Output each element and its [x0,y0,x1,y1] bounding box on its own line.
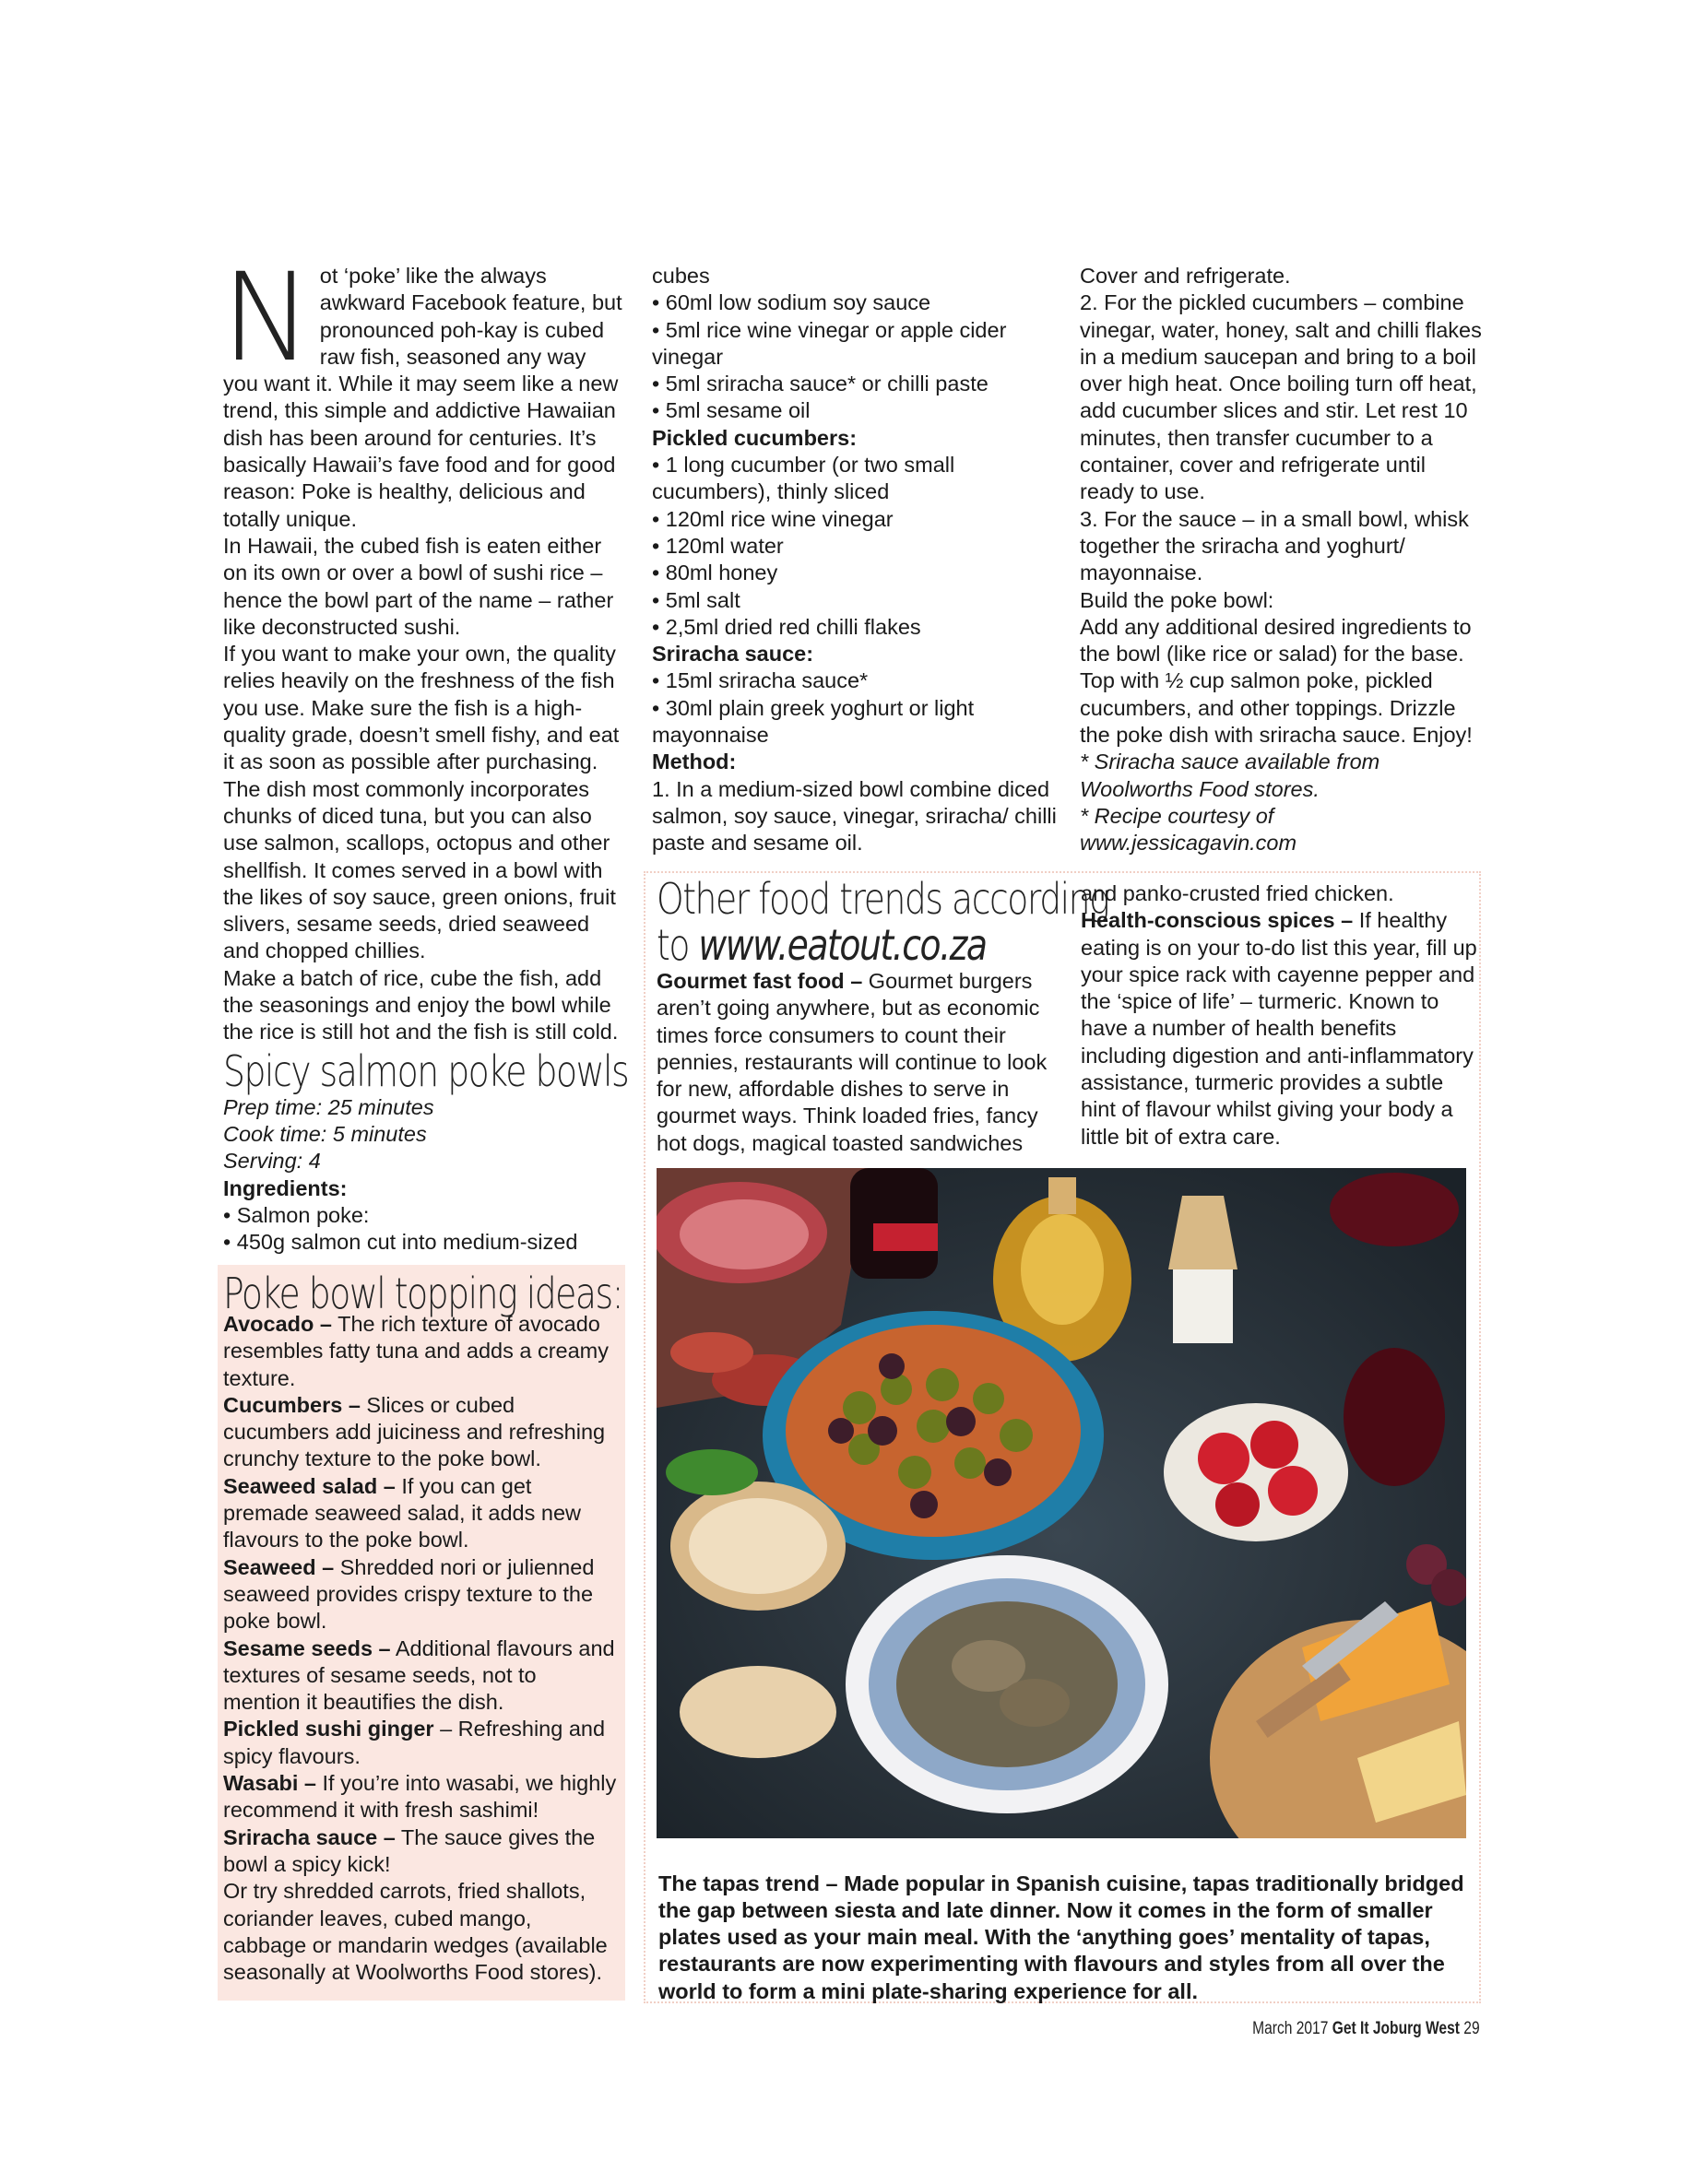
magazine-name: Get It Joburg West [1332,2019,1461,2038]
ingredients-label: Ingredients: [223,1175,348,1200]
topping-item [223,1635,618,1717]
intro-paragraph-3: If you want to make your own, the quality relies heavily on the freshness of the fish you use. Make sure the fish is a high-quality grade, doesn’t smell fishy, and eat it as soon as possible after purchasing. [223,642,620,774]
topping-name: Cucumbers – [223,1392,361,1417]
ingredient-item: • 5ml sriracha sauce* or chilli paste [652,372,989,396]
ingredient-item: • 450g salmon cut into medium-sized [223,1230,578,1255]
pickled-item: • 120ml water [652,533,784,558]
toppings-list [223,1311,618,1878]
topping-description: If you’re into wasabi, we highly recommend it with fresh sashimi! [223,1771,617,1823]
method-step-2: 2. For the pickled cucumbers – combine vinegar, water, honey, salt and chilli flakes in a medium saucepan and bring to a boil over high heat. Once boiling turn off heat, add cucumber slices and stir. Let rest 10 minutes, then transfer cucumber to a container, cover and refrigerate until ready to use. [1080,290,1482,504]
topping-description: If you can get premade seaweed salad, it adds new flavours to the poke bowl. [223,1473,581,1552]
topping-description: The rich texture of avocado resembles fatty tuna and adds a creamy texture. [223,1312,609,1390]
recipe-credit: * Recipe courtesy of www.jessicagavin.com [1080,803,1297,856]
topping-item [223,1770,618,1824]
gourmet-fast-food-cont: and panko-crusted fried chicken. [1081,881,1394,905]
topping-name: Sriracha sauce – [223,1824,396,1849]
sauce-item: • 15ml sriracha sauce* [652,668,869,693]
build-label: Build the poke bowl: [1080,587,1274,612]
topping-name: Avocado – [223,1312,332,1336]
topping-description: Shredded nori or julienned seaweed provides crispy texture to the poke bowl. [223,1554,595,1634]
topping-item [223,1554,618,1635]
issue-date: March 2017 [1252,2019,1329,2038]
sauce-item: • 30ml plain greek yoghurt or light mayonnaise [652,695,975,748]
topping-item [223,1824,618,1879]
ingredient-item: • 5ml sesame oil [652,398,811,423]
pickled-item: • 120ml rice wine vinegar [652,506,894,531]
topping-name: Wasabi – [223,1771,316,1796]
trends-left-column [657,874,1109,1157]
topping-item [223,1716,618,1770]
gourmet-fast-food: Gourmet fast food – Gourmet burgers aren’t going anywhere, but as economic times force consumers to count their pennies, restaurants will continue to look for new, affordable dishes to serve in gourmet ways. Think loaded fries, fancy hot dogs, magical toasted sandwiches [657,969,1048,1155]
serving: Serving: 4 [223,1149,321,1174]
tapas-photo [657,1168,1466,1838]
toppings-sidebar [218,1265,625,2001]
toppings-closing: Or try shredded carrots, fried shallots, coriander leaves, cubed mango, cabbage or mandarin wedges (available seasonally at Woolworths Food stores). [223,1879,608,1985]
topping-item [223,1392,618,1473]
photo-caption: The tapas trend – Made popular in Spanish cuisine, tapas traditionally bridged the gap between siesta and late dinner. Now it comes in the form of smaller plates used as your main meal. With the ‘anything goes’ mentality of tapas, restaurants are now experimenting with flavours and styles from all over the world to form a mini plate-sharing experience for all. [658,1871,1464,2003]
trends-right-column [1081,880,1477,1151]
health-conscious-spices: Health-conscious spices – If healthy eating is on your to-do list this year, fill up your spice rack with cayenne pepper and the ‘spice of life’ – turmeric. Known to have a number of health benefits including digestion and anti-inflammatory assistance, turmeric provides a subtle hint of flavour whilst giving your body a little bit of extra care. [1081,908,1477,1149]
ingredient-item: • Salmon poke: [223,1202,370,1227]
ingredient-item: • 5ml rice wine vinegar or apple cider vinegar [652,317,1007,369]
method-step-3: 3. For the sauce – in a small bowl, whisk together the sriracha and yoghurt/ mayonnaise. [1080,506,1469,585]
method-step-1-cont: Cover and refrigerate. [1080,264,1291,288]
intro-paragraph-4: The dish most commonly incorporates chunks of diced tuna, but you can also use salmon, scallops, octopus and other shellfish. It comes served in a bowl with the likes of soy sauce, green onions, fruit slivers, sesame seeds, dried seaweed and chopped chillies. [223,776,616,963]
trends-title-line-2: to www.eatout.co.za [657,920,987,970]
sauce-label: Sriracha sauce: [652,642,814,667]
eatout-link: www.eatout.co.za [698,920,987,970]
topping-name: Sesame seeds – [223,1635,391,1660]
build-text: Add any additional desired ingredients to the bowl (like rice or salad) for the base. Top with ½ cup salmon poke, pickled cucumbers, and other toppings. Drizzle the poke dish with sriracha sauce. Enjoy! [1080,614,1473,748]
pickled-item: • 5ml salt [652,587,740,612]
topping-description: The sauce gives the bowl a spicy kick! [223,1824,596,1876]
topping-name: Pickled sushi ginger [223,1717,434,1741]
method-label: Method: [652,750,737,774]
method-column [1080,263,1486,857]
page-footer [1253,2019,1480,2039]
pickled-item: • 2,5ml dried red chilli flakes [652,614,921,639]
recipe-column [652,263,1058,857]
page-number: 29 [1463,2019,1480,2038]
topping-item [223,1473,618,1554]
topping-description: Additional flavours and textures of sesame seeds, not to mention it beautifies the dish. [223,1635,615,1715]
prep-time: Prep time: 25 minutes [223,1094,434,1119]
ingredient-item: cubes [652,264,710,288]
pickled-item: • 1 long cucumber (or two small cucumbers), thinly sliced [652,453,955,504]
intro-paragraph-1: Not ‘poke’ like the always awkward Facebook feature, but pronounced poh-kay is cubed raw fish, seasoned any way you want it. While it may seem like a new trend, this simple and addictive Hawaiian dish has been around for centuries. It’s basically Hawaii’s fave food and for good reason: Poke is healthy, delicious and totally unique. [221,247,622,531]
topping-description: – Refreshing and spicy flavours. [223,1717,606,1768]
intro-paragraph-5: Make a batch of rice, cube the fish, add the seasonings and enjoy the bowl while the rice is still hot and the fish is still cold. [223,965,619,1045]
topping-name: Seaweed salad – [223,1473,396,1498]
topping-item [223,1311,618,1392]
sriracha-note: * Sriracha sauce available from Woolworths Food stores. [1080,750,1380,801]
toppings-title: Poke bowl topping ideas: [223,1269,622,1318]
pickled-label: Pickled cucumbers: [652,425,858,450]
topping-description: Slices or cubed cucumbers add juiciness and refreshing crunchy texture to the poke bowl. [223,1392,606,1471]
cook-time: Cook time: 5 minutes [223,1121,427,1146]
method-step-1: 1. In a medium-sized bowl combine diced salmon, soy sauce, vinegar, sriracha/ chilli paste and sesame oil. [652,776,1057,856]
recipe-title: Spicy salmon poke bowls [223,1045,629,1096]
intro-column [221,247,629,1256]
topping-name: Seaweed – [223,1554,335,1579]
pickled-item: • 80ml honey [652,561,778,585]
intro-paragraph-2: In Hawaii, the cubed fish is eaten either on its own or over a bowl of sushi rice – hence the bowl part of the name – rather like deconstructed sushi. [223,533,614,639]
ingredient-item: • 60ml low sodium soy sauce [652,290,931,315]
trends-title-line-1: Other food trends according [657,874,1109,924]
drop-cap: N [221,247,313,389]
